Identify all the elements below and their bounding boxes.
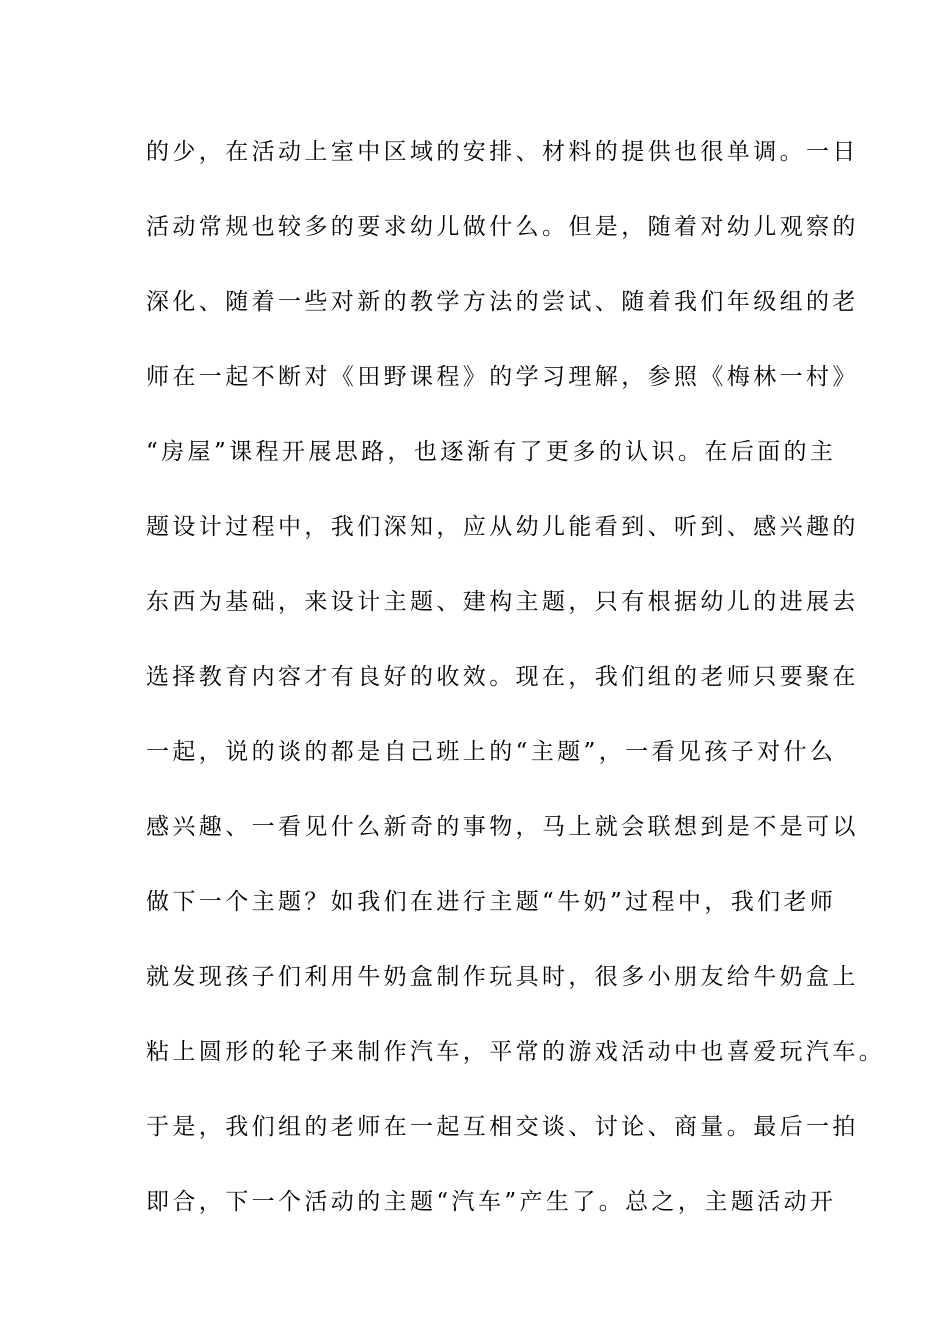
body-text bbox=[146, 129, 886, 1254]
text-line-1: 的少，在活动上室中区域的安排、材料的提供也很单调。一日 bbox=[146, 139, 859, 165]
text-line-9: 一起，说的谈的都是自己班上的“主题”，一看见孩子对什么 bbox=[146, 739, 837, 765]
text-line-4: 师在一起不断对《田野课程》的学习理解，参照《梅林一村》 bbox=[146, 364, 859, 390]
text-line-2: 活动常规也较多的要求幼儿做什么。但是，随着对幼儿观察的 bbox=[146, 214, 859, 240]
text-line-11: 做下一个主题？如我们在进行主题“牛奶”过程中，我们老师 bbox=[146, 889, 837, 915]
text-line-6: 题设计过程中，我们深知，应从幼儿能看到、听到、感兴趣的 bbox=[146, 514, 859, 540]
text-line-15: 即合，下一个活动的主题“汽车”产生了。总之，主题活动开 bbox=[146, 1189, 837, 1215]
text-line-8: 选择教育内容才有良好的收效。现在，我们组的老师只要聚在 bbox=[146, 664, 859, 690]
text-line-5: “房屋”课程开展思路，也逐渐有了更多的认识。在后面的主 bbox=[146, 439, 837, 465]
text-line-14: 于是，我们组的老师在一起互相交谈、讨论、商量。最后一拍 bbox=[146, 1114, 859, 1140]
text-line-12: 就发现孩子们利用牛奶盒制作玩具时，很多小朋友给牛奶盒上 bbox=[146, 964, 859, 990]
text-line-10: 感兴趣、一看见什么新奇的事物，马上就会联想到是不是可以 bbox=[146, 814, 859, 840]
text-line-7: 东西为基础，来设计主题、建构主题，只有根据幼儿的进展去 bbox=[146, 589, 859, 615]
text-line-13: 粘上圆形的轮子来制作汽车，平常的游戏活动中也喜爱玩汽车。 bbox=[146, 1039, 886, 1065]
text-line-3: 深化、随着一些对新的教学方法的尝试、随着我们年级组的老 bbox=[146, 289, 859, 315]
